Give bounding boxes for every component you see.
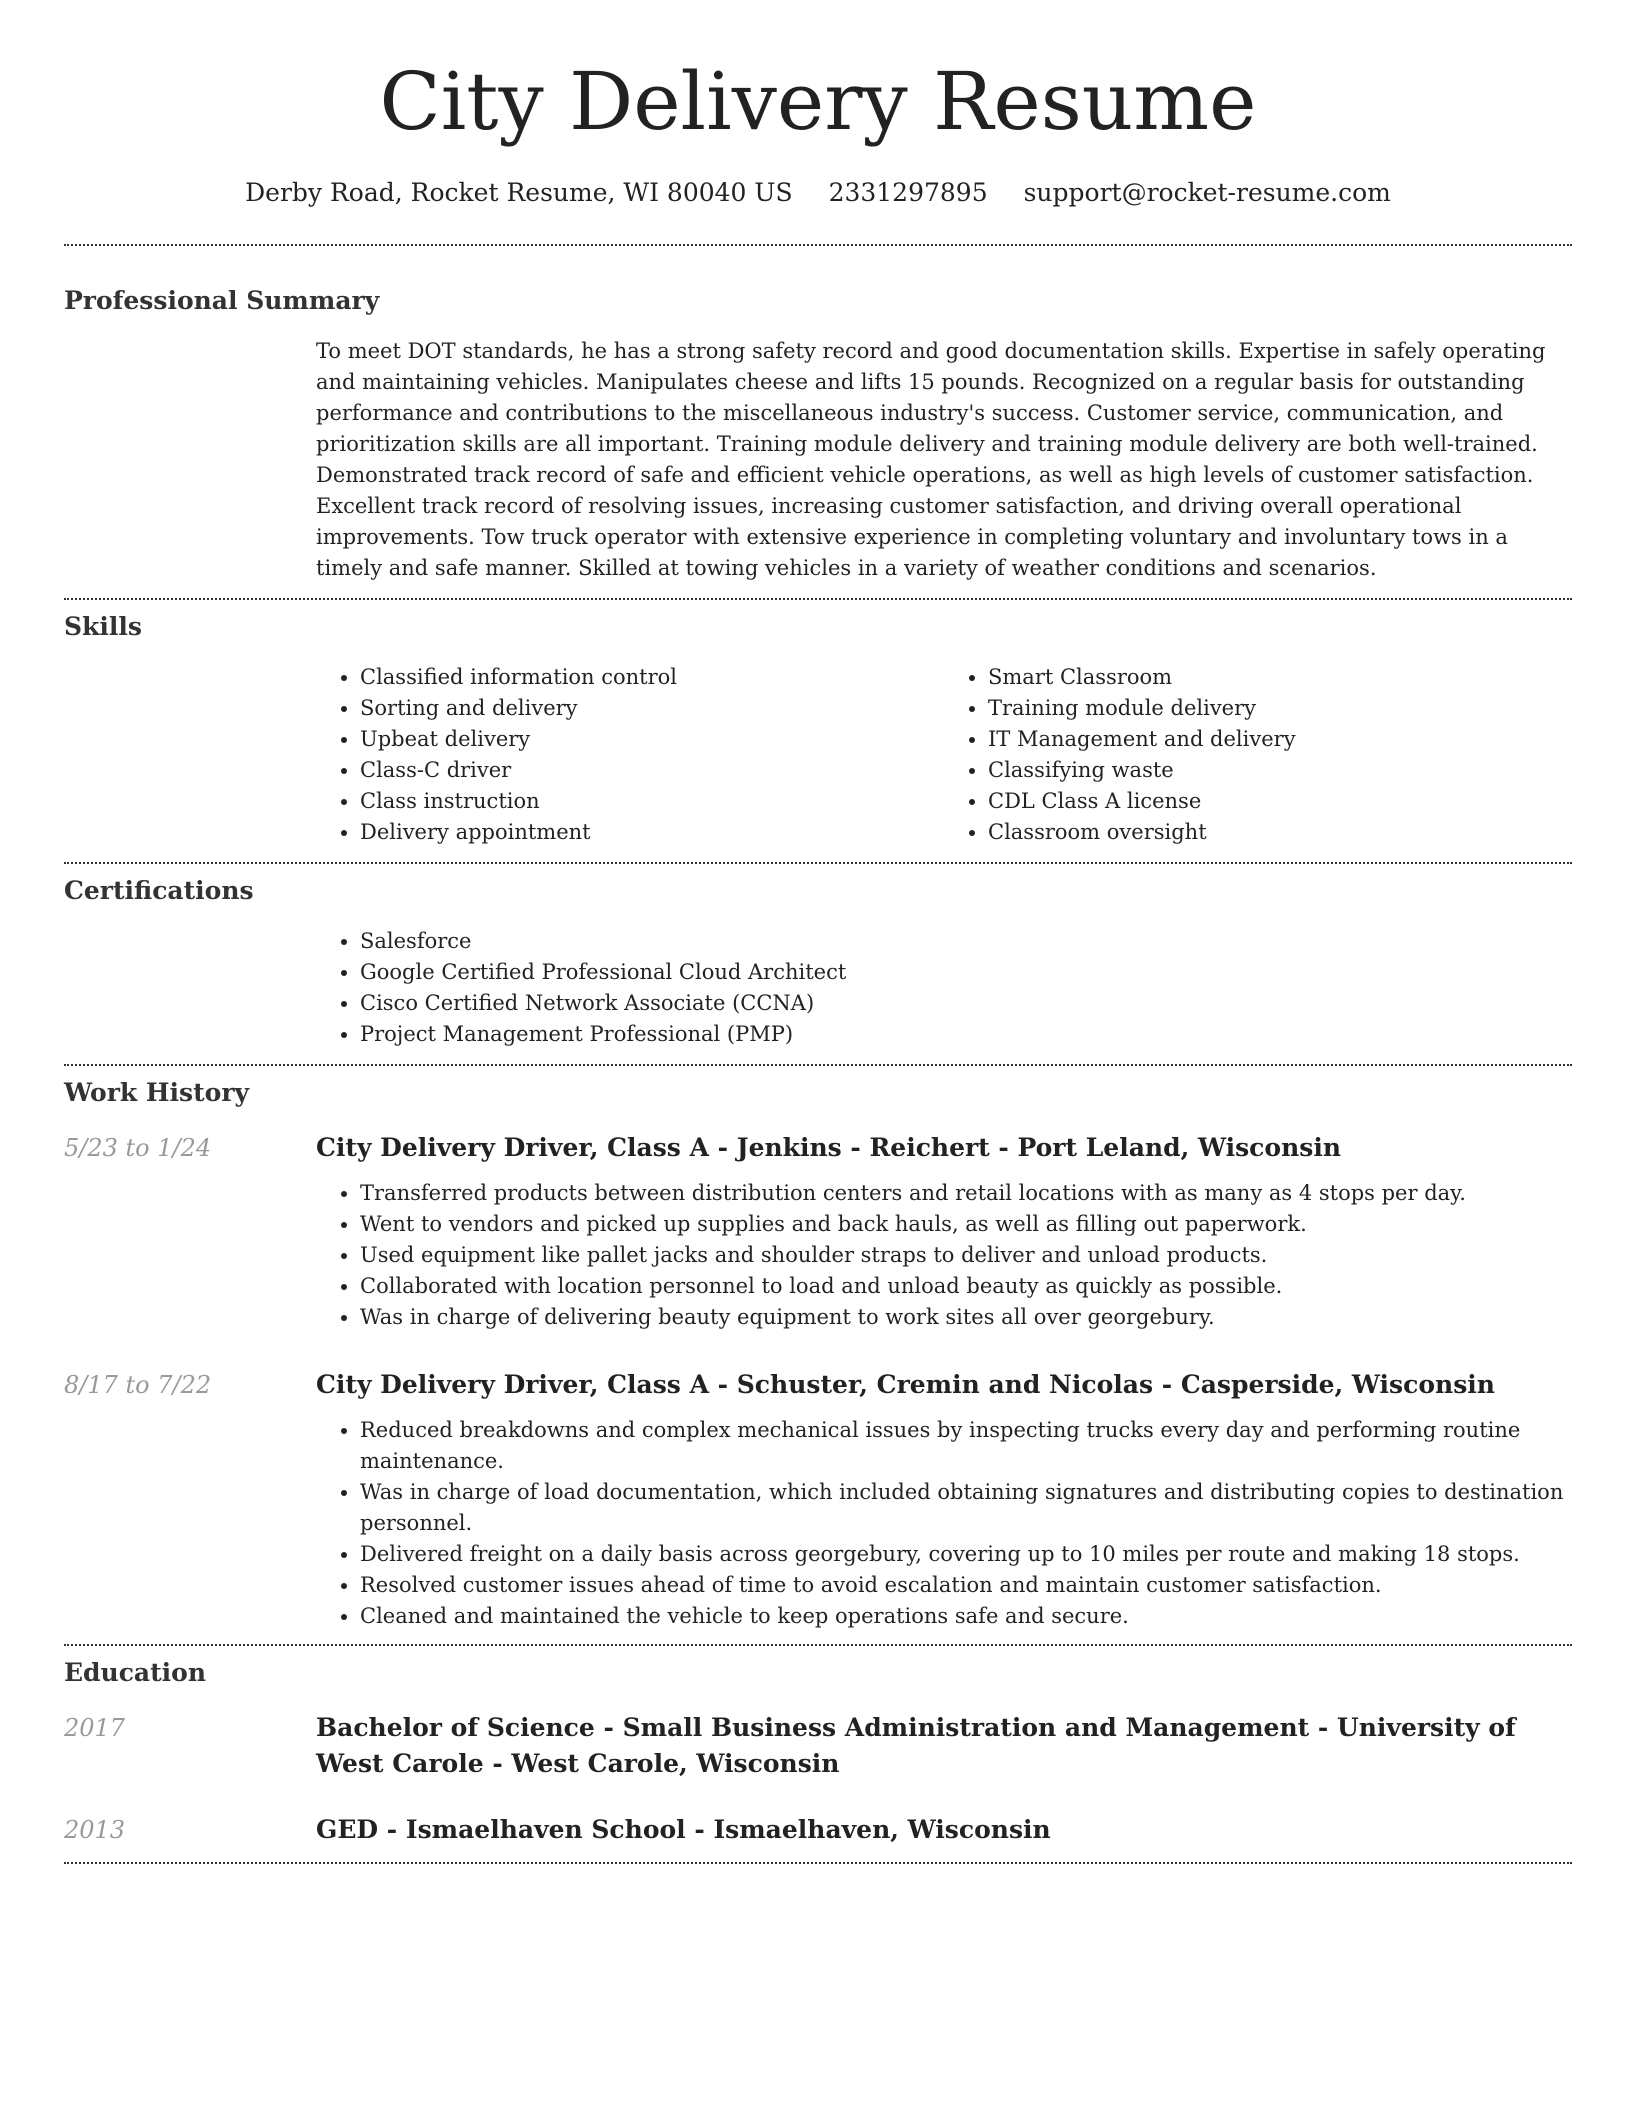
list-item: • Delivered freight on a daily basis across georgebury, covering up to 10 miles per route and making 18 stops. <box>360 1539 1572 1570</box>
work-history-section <box>64 1066 1572 1644</box>
section-title-education: Education <box>64 1658 207 1687</box>
certifications-list <box>316 926 1572 1050</box>
list-item: • Classifying waste <box>988 755 1572 786</box>
job-entry <box>64 1130 1572 1333</box>
list-item: • Reduced breakdowns and complex mechanical issues by inspecting trucks every day and performing routine maintenance. <box>360 1415 1572 1477</box>
list-item: • Resolved customer issues ahead of time to avoid escalation and maintain customer satisfaction. <box>360 1570 1572 1601</box>
job-bullets <box>316 1178 1572 1333</box>
certifications-section <box>64 864 1572 1050</box>
education-entry <box>64 1710 1572 1782</box>
list-item: • Cisco Certified Network Associate (CCNA) <box>360 988 1572 1019</box>
skills-list <box>316 662 1572 848</box>
job-dates: 8/17 to 7/22 <box>64 1371 212 1399</box>
section-title-skills: Skills <box>64 612 142 641</box>
list-item: • Used equipment like pallet jacks and shoulder straps to deliver and unload products. <box>360 1240 1572 1271</box>
list-item: • Went to vendors and picked up supplies and back hauls, as well as filling out paperwork. <box>360 1209 1572 1240</box>
list-item: • Smart Classroom <box>988 662 1572 693</box>
education-date: 2013 <box>64 1816 126 1844</box>
divider <box>64 1862 1572 1864</box>
list-item: • Sorting and delivery <box>360 693 944 724</box>
summary-text: To meet DOT standards, he has a strong safety record and good documentation skills. Expertise in safely operating and maintaining vehicles. Manipulates cheese and lifts 15 pounds. Recognized on a regular basis for outstanding performance and contributions to the miscellaneous industry's success. Customer service, communication, and prioritization skills are all important. Training module delivery and training module delivery are both well-trained. Demonstrated track record of safe and efficient vehicle operations, as well as high levels of customer satisfaction. Excellent track record of resolving issues, increasing customer satisfaction, and driving overall operational improvements. Tow truck operator with extensive experience in completing voluntary and involuntary tows in a timely and safe manner. Skilled at towing vehicles in a variety of weather conditions and scenarios. <box>316 339 1546 580</box>
education-section <box>64 1646 1572 1848</box>
education-heading: GED - Ismaelhaven School - Ismaelhaven, Wisconsin <box>316 1815 1051 1844</box>
list-item: • Project Management Professional (PMP) <box>360 1019 1572 1050</box>
skills-left-column <box>316 662 944 848</box>
list-item: • Collaborated with location personnel to load and unload beauty as quickly as possible. <box>360 1271 1572 1302</box>
phone: 2331297895 <box>828 178 988 207</box>
list-item: • Cleaned and maintained the vehicle to keep operations safe and secure. <box>360 1601 1572 1632</box>
list-item: • IT Management and delivery <box>988 724 1572 755</box>
job-heading: City Delivery Driver, Class A - Schuster, Cremin and Nicolas - Casperside, Wisconsin <box>316 1370 1495 1399</box>
list-item: • CDL Class A license <box>988 786 1572 817</box>
list-item: • Transferred products between distribution centers and retail locations with as many as 4 stops per day. <box>360 1178 1572 1209</box>
list-item: • Classroom oversight <box>988 817 1572 848</box>
list-item: • Google Certified Professional Cloud Architect <box>360 957 1572 988</box>
list-item: • Salesforce <box>360 926 1572 957</box>
education-heading: Bachelor of Science - Small Business Administration and Management - University of West Carole - West Carole, Wisconsin <box>316 1713 1516 1778</box>
list-item: • Classified information control <box>360 662 944 693</box>
list-item: • Upbeat delivery <box>360 724 944 755</box>
education-entry <box>64 1812 1572 1848</box>
skills-section <box>64 600 1572 848</box>
resume-title: City Delivery Resume <box>379 55 1257 148</box>
summary-section <box>64 246 1572 584</box>
list-item: • Class instruction <box>360 786 944 817</box>
job-heading: City Delivery Driver, Class A - Jenkins - Reichert - Port Leland, Wisconsin <box>316 1133 1341 1162</box>
resume-page <box>64 0 1572 1864</box>
list-item: • Was in charge of delivering beauty equipment to work sites all over georgebury. <box>360 1302 1572 1333</box>
section-title-certifications: Certifications <box>64 876 254 905</box>
section-title-work-history: Work History <box>64 1078 250 1107</box>
list-item: • Was in charge of load documentation, which included obtaining signatures and distributing copies to destination personnel. <box>360 1477 1572 1539</box>
job-dates: 5/23 to 1/24 <box>64 1134 212 1162</box>
list-item: • Training module delivery <box>988 693 1572 724</box>
skills-right-column <box>944 662 1572 848</box>
email: support@rocket-resume.com <box>1023 178 1391 207</box>
list-item: • Class-C driver <box>360 755 944 786</box>
address: Derby Road, Rocket Resume, WI 80040 US <box>245 178 793 207</box>
education-date: 2017 <box>64 1714 126 1742</box>
contact-line <box>64 176 1572 210</box>
list-item: • Delivery appointment <box>360 817 944 848</box>
section-title-summary: Professional Summary <box>64 286 380 315</box>
job-entry <box>64 1367 1572 1644</box>
job-bullets <box>316 1415 1572 1632</box>
